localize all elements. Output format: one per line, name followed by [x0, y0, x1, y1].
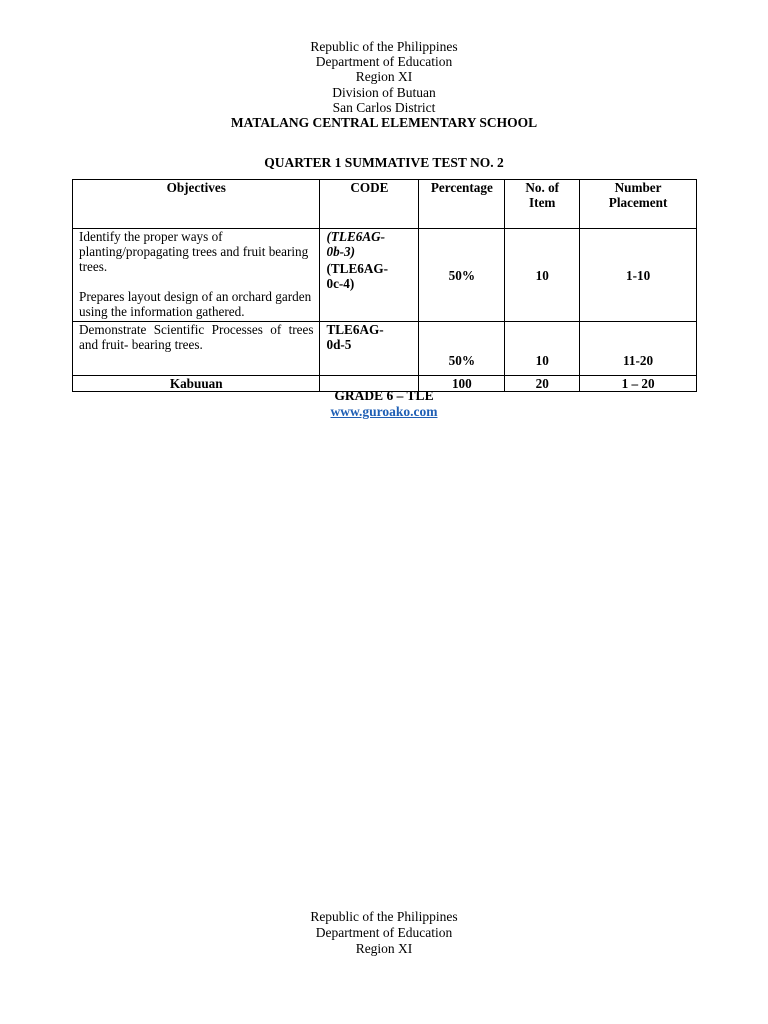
- total-percentage: 100: [419, 376, 505, 392]
- objective-text: Prepares layout design of an orchard garden using the information gathered.: [79, 289, 312, 319]
- objective-text: Identify the proper ways of planting/propagating trees and fruit bearing trees.: [79, 229, 309, 274]
- code-text-part: 0d-5: [326, 337, 352, 352]
- total-label: Kabuuan: [73, 376, 320, 392]
- header-percentage: Percentage: [419, 180, 505, 229]
- objective-text: Demonstrate Scientific Processes of trees and fruit- bearing trees.: [79, 322, 314, 352]
- footer-line-region: Region XI: [355, 941, 413, 956]
- header-placement-line1: Number: [614, 180, 662, 195]
- header-line-republic: Republic of the Philippines: [310, 39, 458, 54]
- website-link[interactable]: www.guroako.com: [330, 404, 438, 419]
- items-cell: 10: [505, 229, 580, 322]
- footer-line-department: Department of Education: [315, 925, 453, 940]
- header-line-division: Division of Butuan: [332, 84, 436, 100]
- header-placement-line2: Placement: [608, 195, 668, 210]
- total-items: 20: [505, 376, 580, 392]
- percentage-cell: 50%: [419, 322, 505, 376]
- percentage-cell: 50%: [419, 229, 505, 322]
- school-name: MATALANG CENTRAL ELEMENTARY SCHOOL: [230, 115, 538, 131]
- header-no-of-item-line1: No. of: [525, 180, 560, 195]
- footer-line-republic: Republic of the Philippines: [310, 909, 458, 924]
- code-text-part: (TLE6AG-: [326, 229, 386, 244]
- code-text-part: 0b-3): [326, 244, 356, 259]
- objective-cell: [73, 229, 320, 322]
- document-header: [0, 39, 768, 130]
- code-text-part: TLE6AG-: [326, 322, 384, 337]
- total-placement: 1 – 20: [580, 376, 697, 392]
- test-title: QUARTER 1 SUMMATIVE TEST NO. 2: [264, 155, 504, 170]
- code-cell: [320, 229, 419, 322]
- table-row: [73, 322, 697, 376]
- code-text: [326, 229, 412, 259]
- placement-cell: 1-10: [580, 229, 697, 322]
- table-row: [73, 229, 697, 322]
- table-header-row: [73, 180, 697, 229]
- document-footer: [0, 909, 768, 957]
- website-link-container: [0, 404, 768, 420]
- header-code: CODE: [320, 180, 419, 229]
- items-cell: 10: [505, 322, 580, 376]
- header-line-region: Region XI: [355, 69, 413, 85]
- objective-cell: [73, 322, 320, 376]
- header-line-department: Department of Education: [315, 54, 453, 70]
- header-line-district: San Carlos District: [332, 99, 436, 115]
- code-text-part: (TLE6AG-: [326, 261, 389, 276]
- code-text-part: 0c-4): [326, 276, 355, 291]
- header-objectives: Objectives: [73, 180, 320, 229]
- code-text: [326, 261, 412, 291]
- grade-subject: GRADE 6 – TLE: [334, 388, 434, 403]
- header-no-of-item: [505, 180, 580, 229]
- header-no-of-item-line2: Item: [529, 195, 556, 210]
- table-of-specifications: [72, 179, 697, 392]
- header-number-placement: [580, 180, 697, 229]
- code-cell: [320, 322, 419, 376]
- placement-cell: 11-20: [580, 322, 697, 376]
